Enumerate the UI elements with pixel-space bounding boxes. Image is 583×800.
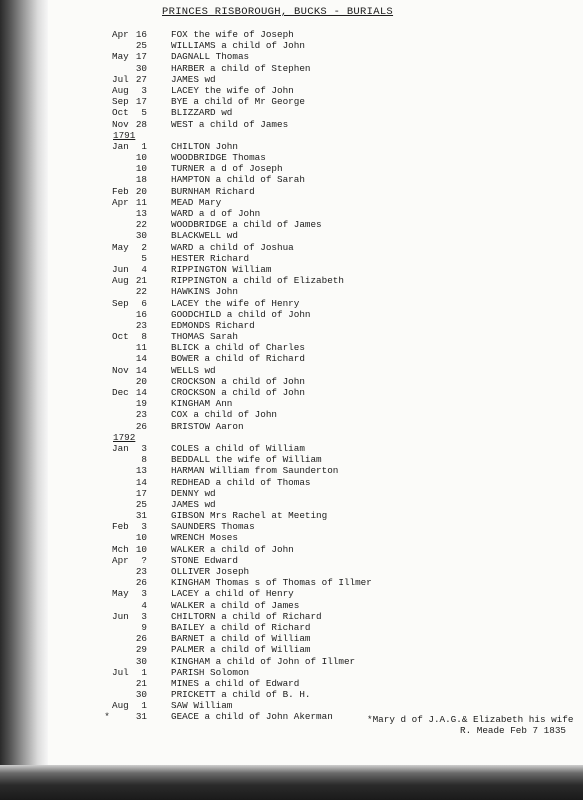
entry-month: Aug (112, 700, 129, 712)
page-title: PRINCES RISBOROUGH, BUCKS - BURIALS (162, 6, 394, 18)
entry-day: 14 (135, 476, 147, 488)
entry-day: 3 (141, 610, 147, 622)
burial-entry (0, 197, 583, 208)
entry-name: WEST a child of James (171, 118, 289, 130)
entry-name: WARD a child of Joshua (171, 241, 294, 253)
entry-month: May (112, 51, 129, 63)
burial-entry (0, 689, 583, 700)
burial-entry (0, 163, 583, 174)
entry-day: ? (141, 554, 147, 566)
entry-month: Apr (112, 196, 129, 208)
entry-day: 3 (141, 442, 147, 454)
entry-day: 8 (141, 331, 147, 343)
burial-entry (0, 566, 583, 577)
entry-day: 1 (141, 666, 147, 678)
burial-entry (0, 667, 583, 678)
entry-month: Jul (112, 73, 129, 85)
burial-entry (0, 275, 583, 286)
entry-day: 26 (135, 577, 147, 589)
burial-entry (0, 141, 583, 152)
entry-month: Jun (112, 263, 129, 275)
entry-day: 28 (135, 118, 147, 130)
burial-entry (0, 656, 583, 667)
burial-entry (0, 186, 583, 197)
entry-day: 21 (135, 275, 147, 287)
entry-day: 16 (135, 308, 147, 320)
entry-day: 14 (135, 364, 147, 376)
burial-entry (0, 63, 583, 74)
burial-entry (0, 309, 583, 320)
burial-entry (0, 421, 583, 432)
entry-day: 30 (135, 689, 147, 701)
entry-name: GEACE a child of John Akerman (171, 711, 333, 723)
entry-day: 31 (135, 711, 147, 723)
burial-entry (0, 331, 583, 342)
burial-entry (0, 521, 583, 532)
burial-entry (0, 174, 583, 185)
entry-day: 11 (135, 342, 147, 354)
burial-entry (0, 40, 583, 51)
entry-name: CHILTON John (171, 140, 238, 152)
entry-day: 3 (141, 84, 147, 96)
entry-month: Oct (112, 107, 129, 119)
burial-entry (0, 286, 583, 297)
burial-entry (0, 544, 583, 555)
entry-month: Feb (112, 521, 129, 533)
entry-day: 27 (135, 73, 147, 85)
entry-name: PARISH Solomon (171, 666, 250, 678)
entry-name: LACEY a child of Henry (171, 588, 294, 600)
burial-entry (0, 700, 583, 711)
entry-day: 10 (135, 532, 147, 544)
entry-day: 23 (135, 566, 147, 577)
entry-name: PALMER a child of William (171, 644, 311, 656)
burial-entry (0, 678, 583, 689)
entry-day: 4 (141, 263, 147, 275)
entry-day: 9 (141, 621, 147, 633)
entry-day: 3 (141, 521, 147, 533)
entry-name: BEDDALL the wife of William (171, 454, 322, 466)
entry-name: BYE a child of Mr George (171, 96, 305, 108)
burial-entry (0, 555, 583, 566)
entry-day: 1 (141, 140, 147, 152)
entry-day: 22 (135, 286, 147, 298)
burial-entry (0, 532, 583, 543)
scan-edge-shadow (0, 765, 583, 800)
footnote-line-1: *Mary d of J.A.G.& Elizabeth his wife (367, 714, 574, 725)
entry-day: 14 (135, 353, 147, 365)
entry-name: WELLS wd (171, 364, 216, 376)
entry-name: JAMES wd (171, 498, 216, 510)
burial-entry (0, 600, 583, 611)
entry-day: 21 (135, 677, 147, 689)
burial-entry (0, 644, 583, 655)
entry-name: BRISTOW Aaron (171, 420, 244, 432)
burial-entry (0, 376, 583, 387)
burial-entry (0, 365, 583, 376)
burial-entry (0, 477, 583, 488)
entry-day: 13 (135, 208, 147, 219)
burial-entry (0, 107, 583, 118)
entry-day: 10 (135, 152, 147, 164)
entry-name: HESTER Richard (171, 252, 250, 264)
burial-entry (0, 119, 583, 130)
burial-entry (0, 320, 583, 331)
burial-entry (0, 85, 583, 96)
entry-month: Jul (112, 666, 129, 678)
entry-name: SAW William (171, 700, 233, 712)
entry-name: WILLIAMS a child of John (171, 40, 305, 52)
entry-day: 16 (135, 29, 147, 40)
burial-entry (0, 443, 583, 454)
entry-day: 17 (135, 51, 147, 63)
entry-name: RIPPINGTON a child of Elizabeth (171, 275, 344, 287)
entry-month: Nov (112, 364, 129, 376)
entry-day: 17 (135, 96, 147, 108)
burial-entry (0, 577, 583, 588)
burial-entry (0, 398, 583, 409)
burial-entry (0, 454, 583, 465)
entry-name: MINES a child of Edward (171, 677, 300, 689)
entry-day: 22 (135, 219, 147, 231)
entry-name: CROCKSON a child of John (171, 375, 305, 387)
entry-month: Jun (112, 610, 129, 622)
burial-entry (0, 633, 583, 644)
entry-name: JAMES wd (171, 73, 216, 85)
footnote-line-2: R. Meade Feb 7 1835 (460, 725, 567, 737)
entry-month: Oct (112, 331, 129, 343)
entry-day: 30 (135, 230, 147, 242)
entry-month: Aug (112, 84, 129, 96)
entry-name: HAWKINS John (171, 286, 238, 298)
burial-entry (0, 219, 583, 230)
entry-day: 30 (135, 62, 147, 74)
entry-day: 23 (135, 409, 147, 421)
entry-name: WOODBRIDGE a child of James (171, 219, 322, 231)
burial-entry (0, 208, 583, 219)
burial-entry (0, 152, 583, 163)
entry-name: KINGHAM a child of John of Illmer (171, 655, 356, 667)
burial-entry (0, 264, 583, 275)
burial-entry (0, 387, 583, 398)
entry-month: Feb (112, 185, 129, 197)
footnote (367, 714, 573, 736)
burial-entry (0, 242, 583, 253)
entry-name: WALKER a child of James (171, 599, 300, 611)
entry-name: FOX the wife of Joseph (171, 29, 294, 40)
burial-entry (0, 510, 583, 521)
entry-month: May (112, 588, 129, 600)
entry-day: 5 (141, 107, 147, 119)
entry-name: DAGNALL Thomas (171, 51, 250, 63)
entry-month: Jan (112, 442, 129, 454)
entry-day: 4 (141, 599, 147, 611)
entry-day: 26 (135, 420, 147, 432)
entry-name: WRENCH Moses (171, 532, 238, 544)
entry-month: Apr (112, 29, 129, 40)
entry-name: DENNY wd (171, 487, 216, 499)
entry-day: 10 (135, 543, 147, 555)
entry-day: 14 (135, 387, 147, 398)
entry-name: HARMAN William from Saunderton (171, 465, 339, 477)
entry-day: 11 (135, 196, 147, 208)
burial-entry (0, 409, 583, 420)
entry-day: 31 (135, 510, 147, 522)
burial-entry (0, 342, 583, 353)
footnote-marker: * (104, 711, 110, 723)
entry-name: BAILEY a child of Richard (171, 621, 311, 633)
entry-day: 2 (141, 241, 147, 253)
entry-name: CROCKSON a child of John (171, 387, 305, 398)
entry-name: GIBSON Mrs Rachel at Meeting (171, 510, 328, 522)
entry-day: 25 (135, 40, 147, 52)
entry-name: REDHEAD a child of Thomas (171, 476, 311, 488)
entry-day: 18 (135, 174, 147, 186)
entry-day: 30 (135, 655, 147, 667)
entry-day: 20 (135, 375, 147, 387)
burial-register-list (0, 29, 583, 723)
entry-name: LACEY the wife of John (171, 84, 294, 96)
entry-name: RIPPINGTON William (171, 263, 272, 275)
entry-day: 19 (135, 398, 147, 410)
year-label: 1791 (113, 129, 136, 141)
entry-name: STONE Edward (171, 554, 238, 566)
burial-entry (0, 465, 583, 476)
entry-month: Aug (112, 275, 129, 287)
entry-name: WARD a d of John (171, 208, 261, 219)
entry-day: 6 (141, 297, 147, 309)
entry-name: KINGHAM Thomas s of Thomas of Illmer (171, 577, 372, 589)
entry-name: BARNET a child of William (171, 633, 311, 645)
entry-name: HARBER a child of Stephen (171, 62, 311, 74)
entry-name: THOMAS Sarah (171, 331, 238, 343)
year-label: 1792 (113, 431, 136, 443)
entry-day: 17 (135, 487, 147, 499)
entry-day: 3 (141, 588, 147, 600)
burial-entry (0, 588, 583, 599)
entry-day: 26 (135, 633, 147, 645)
entry-name: COX a child of John (171, 409, 278, 421)
burial-entry (0, 29, 583, 40)
entry-name: GOODCHILD a child of John (171, 308, 311, 320)
entry-name: TURNER a d of Joseph (171, 163, 283, 175)
entry-day: 8 (141, 454, 147, 466)
year-heading (0, 130, 583, 141)
entry-day: 10 (135, 163, 147, 175)
entry-name: EDMONDS Richard (171, 319, 255, 331)
entry-name: HAMPTON a child of Sarah (171, 174, 305, 186)
burial-entry (0, 488, 583, 499)
entry-day: 20 (135, 185, 147, 197)
burial-entry (0, 298, 583, 309)
entry-name: BLACKWELL wd (171, 230, 238, 242)
burial-entry (0, 74, 583, 85)
entry-name: BURNHAM Richard (171, 185, 255, 197)
burial-entry (0, 253, 583, 264)
entry-day: 5 (141, 252, 147, 264)
burial-entry (0, 611, 583, 622)
entry-name: WALKER a child of John (171, 543, 294, 555)
entry-month: Mch (112, 543, 129, 555)
entry-day: 13 (135, 465, 147, 477)
entry-month: May (112, 241, 129, 253)
entry-name: WOODBRIDGE Thomas (171, 152, 266, 164)
burial-entry (0, 51, 583, 62)
entry-name: BLIZZARD wd (171, 107, 233, 119)
entry-name: PRICKETT a child of B. H. (171, 689, 311, 701)
entry-name: COLES a child of William (171, 442, 305, 454)
entry-name: KINGHAM Ann (171, 398, 233, 410)
burial-entry (0, 499, 583, 510)
entry-day: 29 (135, 644, 147, 656)
entry-month: Jan (112, 140, 129, 152)
entry-month: Apr (112, 554, 129, 566)
entry-name: MEAD Mary (171, 196, 222, 208)
entry-day: 1 (141, 700, 147, 712)
burial-entry (0, 96, 583, 107)
entry-name: SAUNDERS Thomas (171, 521, 255, 533)
burial-entry (0, 353, 583, 364)
entry-month: Dec (112, 387, 129, 398)
entry-name: CHILTORN a child of Richard (171, 610, 322, 622)
entry-name: OLLIVER Joseph (171, 566, 250, 577)
entry-name: BOWER a child of Richard (171, 353, 305, 365)
entry-name: LACEY the wife of Henry (171, 297, 300, 309)
year-heading (0, 432, 583, 443)
burial-entry (0, 622, 583, 633)
burial-entry (0, 230, 583, 241)
entry-day: 23 (135, 319, 147, 331)
entry-month: Sep (112, 297, 129, 309)
entry-month: Nov (112, 118, 129, 130)
entry-day: 25 (135, 498, 147, 510)
entry-name: BLICK a child of Charles (171, 342, 305, 354)
entry-month: Sep (112, 96, 129, 108)
